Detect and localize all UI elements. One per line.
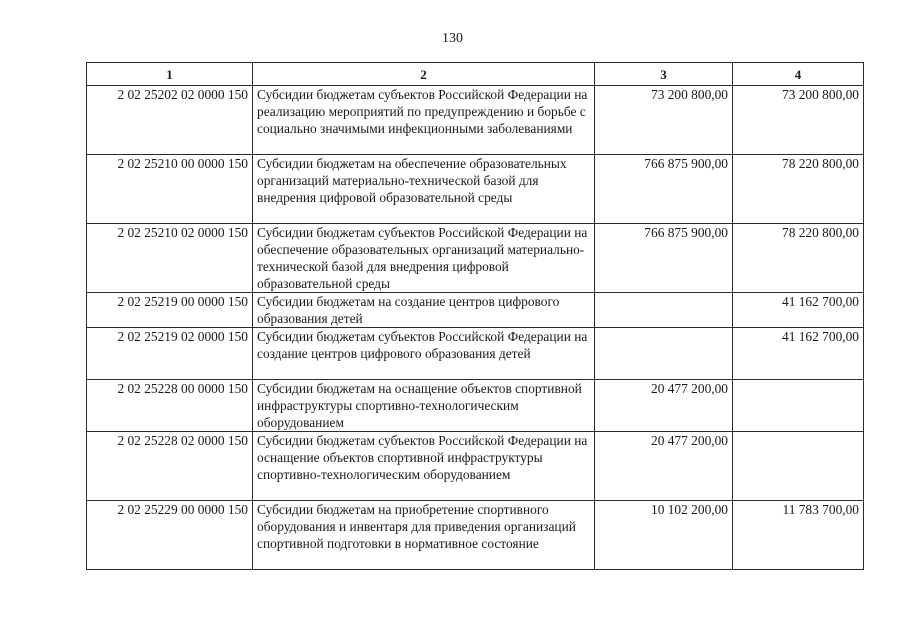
amount-col3: 20 477 200,00 [595,432,733,501]
budget-code: 2 02 25228 02 0000 150 [87,432,253,501]
amount-col3: 766 875 900,00 [595,224,733,293]
amount-col3 [595,293,733,328]
row-description: Субсидии бюджетам на приобретение спортивного оборудования и инвентаря для приведения организаций спортивной подготовки в нормативное состояние [253,501,595,570]
amount-col3: 766 875 900,00 [595,155,733,224]
row-description: Субсидии бюджетам субъектов Российской Федерации на оснащение объектов спортивной инфраструктуры спортивно-технологическим оборудованием [253,432,595,501]
row-description: Субсидии бюджетам на оснащение объектов спортивной инфраструктуры спортивно-технологическим оборудованием [253,380,595,432]
column-header-3: 3 [595,63,733,86]
table-row [87,380,864,432]
budget-table [86,62,864,570]
budget-code: 2 02 25202 02 0000 150 [87,86,253,155]
budget-code: 2 02 25219 02 0000 150 [87,328,253,380]
table-row [87,328,864,380]
table-row [87,86,864,155]
row-description: Субсидии бюджетам на обеспечение образовательных организаций материально-технической базой для внедрения цифровой образовательной среды [253,155,595,224]
table-row [87,293,864,328]
table-row [87,155,864,224]
budget-code: 2 02 25228 00 0000 150 [87,380,253,432]
row-description: Субсидии бюджетам на создание центров цифрового образования детей [253,293,595,328]
header-row [87,63,864,86]
amount-col3 [595,328,733,380]
column-header-4: 4 [733,63,864,86]
budget-code: 2 02 25229 00 0000 150 [87,501,253,570]
budget-code: 2 02 25219 00 0000 150 [87,293,253,328]
amount-col4 [733,380,864,432]
table-row [87,224,864,293]
budget-code: 2 02 25210 02 0000 150 [87,224,253,293]
table-row [87,501,864,570]
amount-col4 [733,432,864,501]
column-header-2: 2 [253,63,595,86]
amount-col4: 41 162 700,00 [733,328,864,380]
amount-col3: 10 102 200,00 [595,501,733,570]
amount-col4: 78 220 800,00 [733,224,864,293]
row-description: Субсидии бюджетам субъектов Российской Федерации на реализацию мероприятий по предупреждению и борьбе с социально значимыми инфекционными заболеваниями [253,86,595,155]
table-row [87,432,864,501]
budget-code: 2 02 25210 00 0000 150 [87,155,253,224]
page-number: 130 [442,31,463,46]
amount-col3: 73 200 800,00 [595,86,733,155]
amount-col4: 41 162 700,00 [733,293,864,328]
amount-col4: 73 200 800,00 [733,86,864,155]
amount-col4: 78 220 800,00 [733,155,864,224]
column-header-1: 1 [87,63,253,86]
row-description: Субсидии бюджетам субъектов Российской Федерации на обеспечение образовательных организаций материально-технической базой для внедрения цифровой образовательной среды [253,224,595,293]
amount-col4: 11 783 700,00 [733,501,864,570]
amount-col3: 20 477 200,00 [595,380,733,432]
row-description: Субсидии бюджетам субъектов Российской Федерации на создание центров цифрового образования детей [253,328,595,380]
